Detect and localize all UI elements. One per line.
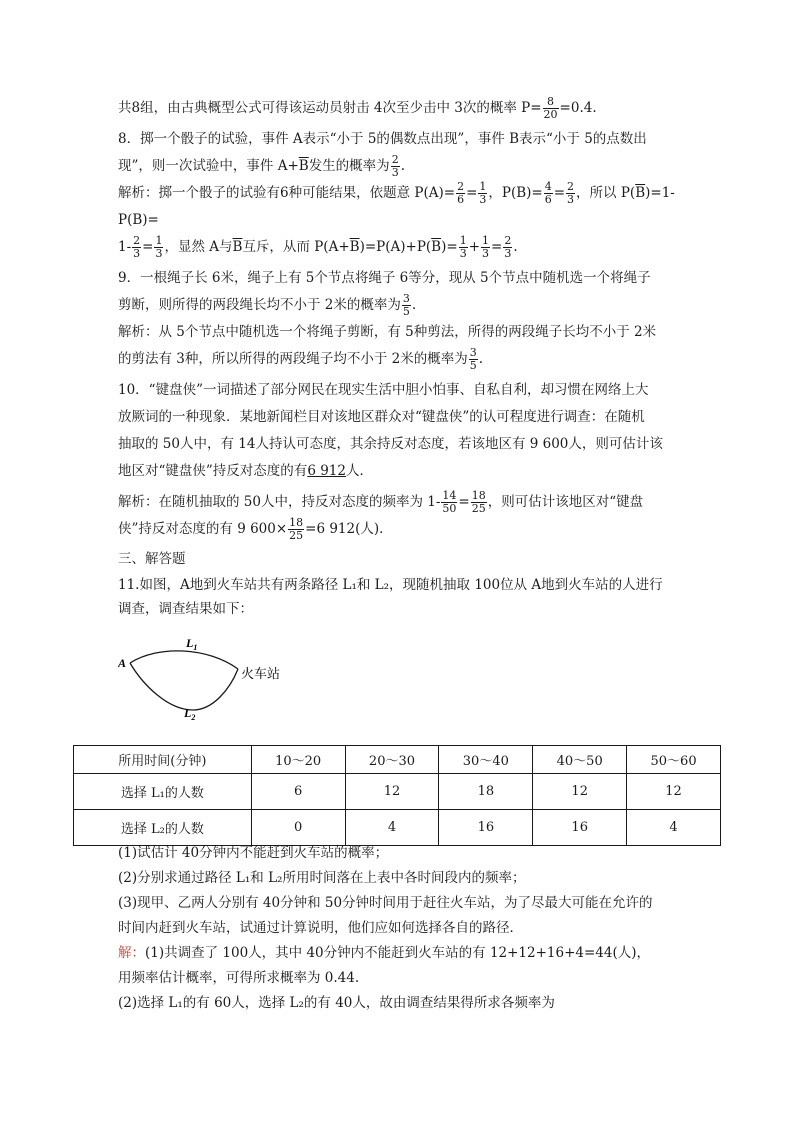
document-body — [118, 95, 678, 722]
path-l2 — [130, 663, 238, 710]
label-l2: $L_2$ — [184, 706, 196, 720]
question-9: 9．一根绳子长 6米，绳子上有 5个节点将绳子 6等分，现从 5个节点中随机选一个将绳子 剪断，则所得的两段绳长均不小于 2米的概率为 $\frac{3}{5}$ . — [118, 270, 651, 318]
table-row: 选择 L₁的人数 6 12 18 12 12 — [74, 774, 721, 810]
question-8: 8．掷一个骰子的试验，事件 A表示“小于 5的偶数点出现”，事件 B表示“小于 5的点数出 现”，则一次试验中，事件 $A+\overline{B}$发生的概率为 $\frac{2}{3}$ . — [118, 131, 647, 179]
question-10: 10．“键盘侠”一词描述了部分网民在现实生活中胆小怕事、自私自利，却习惯在网络上大 放厥词的一种现象．某地新闻栏目对该地区群众对“键盘侠”的认可程度进行调查：在随机 抽取的 50人中，有 14人持认可态度，其余持反对态度，若该地区有 9 600人，则可估计该 地区对“键盘侠”持反对态度的有6 912人． — [118, 382, 663, 479]
solution-11: 解：(1)共调查了 100人，其中 40分钟内不能赶到火车站的有 12+12+16+4=44(人)， 用频率估计概率，可得所求概率为 0.44. — [118, 945, 651, 986]
section-heading: 三、解答题 — [118, 551, 186, 567]
solution-9: 解析：从 5个节点中随机选一个将绳子剪断，有 5种剪法，所得的两段绳子长均不小于 2米 的剪法有 3种，所以所得的两段绳子均不小于 2米的概率为 $\frac{3}{5}$ . — [118, 324, 657, 372]
table-row: 所用时间(分钟) 10～20 20～30 30～40 40～50 50～60 — [74, 746, 721, 774]
route-diagram — [118, 625, 678, 720]
survey-table — [73, 745, 721, 846]
question-11-parts — [118, 841, 688, 1016]
route-figure — [118, 625, 318, 720]
table-row: 选择 L₂的人数 0 4 16 16 4 — [74, 810, 721, 846]
path-l1 — [130, 651, 238, 669]
label-a: A — [118, 656, 127, 670]
solution-8: 解析：掷一个骰子的试验有6种可能结果，依题意 P(A)= $\frac{2}{6}$ = $\frac{1}{3}$ ，P(B)= $\frac{4}{6}$ = $\frac{2}{3}$ ，所以 $P(\overline{B})=1-P(B)=$ 1- $\frac{2}{3}$ = $\frac{1}{3}$ ，显然 A与$\overline{B}$互斥，从而 $P(A+\overline{B})=P(A)+P(\overline{B})=$ $\frac{1}{3}$ + $\frac{1}{3}$ = $\frac{2}{3}$ . — [118, 180, 675, 260]
part-3: (3)现甲、乙两人分别有 40分钟和 50分钟时间用于赶往火车站，为了尽最大可能在允许的 时间内赶到火车站，试通过计算说明，他们应如何选择各自的路径． — [118, 895, 653, 936]
solution-10: 解析：在随机抽取的 50人中，持反对态度的频率为 1- $\frac{14}{50}$ = $\frac{18}{25}$ ，则可估计该地区对“键盘 侠”持反对态度的有 9 600× $\frac{18}{25}$ =6 912(人)． — [118, 489, 644, 542]
answer-blank: 6 912 — [307, 463, 346, 479]
line-8-groups: 共8组，由古典概型公式可得该运动员射击 4次至少击中 3次的概率 P= $\frac{8}{20}$ =0.4. — [118, 95, 597, 121]
label-l1: $L_1$ — [186, 636, 198, 652]
fraction: $\frac{8}{20}$ — [543, 95, 558, 121]
question-11: 11.如图，A地到火车站共有两条路径 L₁和 L₂，现随机抽取 100位从 A地到火车站的人进行 调查，调查结果如下： — [118, 577, 663, 617]
part-1: (1)试估计 40分钟内不能赶到火车站的概率； — [118, 845, 389, 861]
label-station: 火车站 — [241, 667, 281, 682]
solution-11-part-2: (2)选择 L₁的有 60人，选择 L₂的有 40人，故由调查结果得所求各频率为 — [118, 995, 555, 1011]
fraction: $\frac{2}{3}$ — [391, 153, 399, 179]
part-2: (2)分别求通过路径 L₁和 L₂所用时间落在上表中各时间段内的频率； — [118, 870, 526, 886]
